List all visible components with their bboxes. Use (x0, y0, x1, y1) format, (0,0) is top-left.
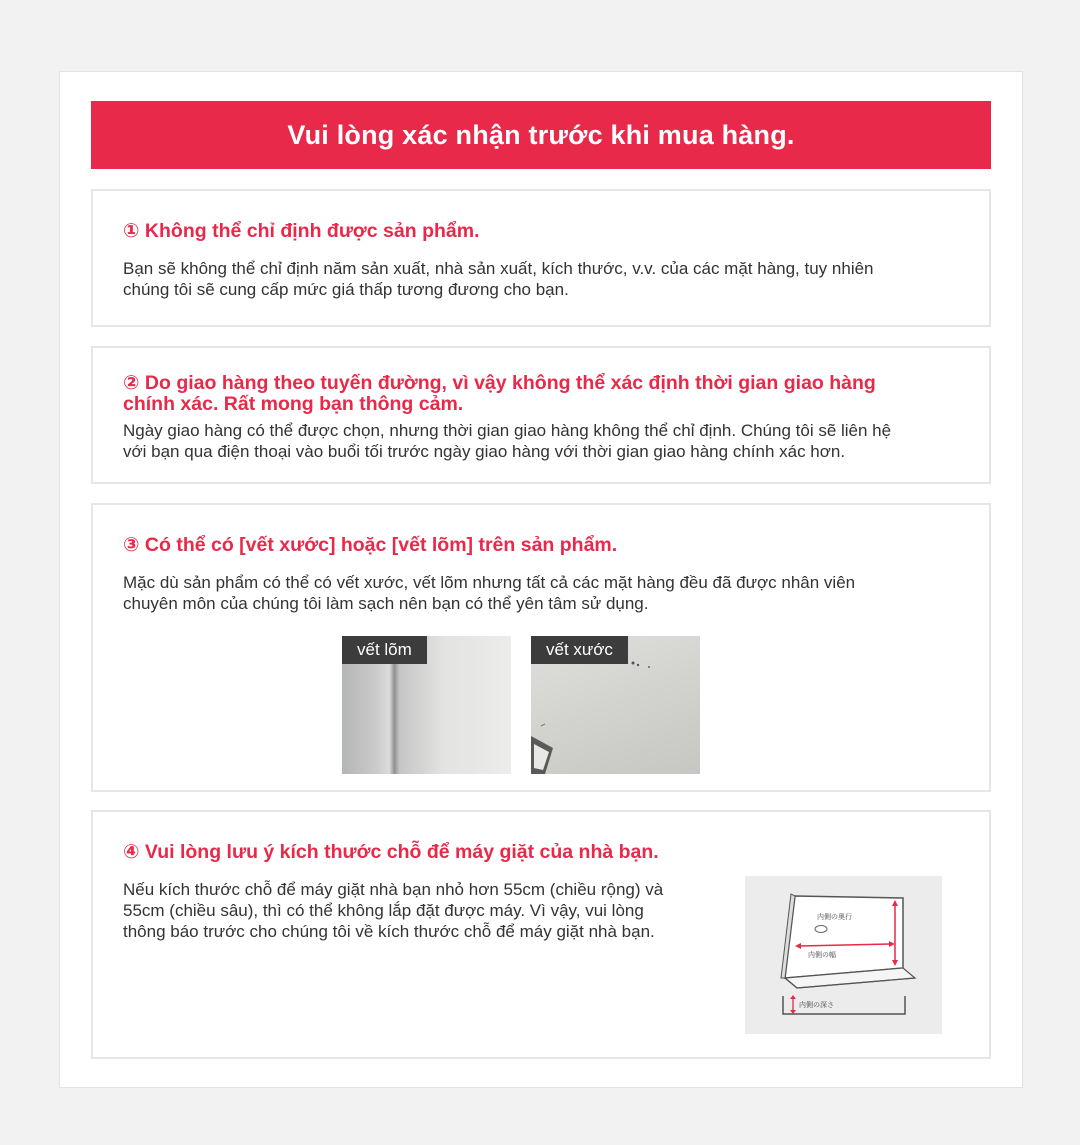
section-delivery-time (91, 346, 991, 484)
section-title: ③ Có thể có [vết xước] hoặc [vết lõm] trên sản phẩm. (123, 534, 618, 556)
section-scratches (91, 503, 991, 792)
title-line: chính xác. Rất mong bạn thông cảm. (123, 393, 464, 415)
body-line: Mặc dù sản phẩm có thể có vết xước, vết lõm nhưng tất cả các mặt hàng đều đã được nhân viên (123, 573, 856, 592)
notice-card (59, 71, 1023, 1088)
washer-pan-diagram (745, 876, 942, 1034)
depth-label: 内側の奥行 (817, 913, 852, 921)
dent-photo (342, 636, 511, 774)
photo-tag: vết lõm (342, 636, 427, 664)
height-label: 内側の深さ (799, 1001, 834, 1009)
section-body (123, 879, 723, 942)
scratch-photo (531, 636, 700, 774)
photo-tag: vết xước (531, 636, 628, 664)
body-line: Ngày giao hàng có thể được chọn, nhưng thời gian giao hàng không thể chỉ định. Chúng tôi sẽ liên hệ (123, 421, 892, 440)
body-line: chúng tôi sẽ cung cấp mức giá thấp tương đương cho bạn. (123, 280, 569, 299)
section-body (123, 420, 953, 462)
body-line: 55cm (chiều sâu), thì có thể không lắp đặt được máy. Vì vậy, vui lòng (123, 901, 644, 920)
section-title (123, 373, 943, 415)
section-body (123, 572, 953, 614)
section-title: ① Không thể chỉ định được sản phẩm. (123, 220, 480, 242)
notice-banner (91, 101, 991, 169)
scratch-marks-icon (531, 636, 700, 774)
width-label: 内側の幅 (808, 951, 836, 959)
section-body (123, 258, 953, 300)
banner-title: Vui lòng xác nhận trước khi mua hàng. (287, 119, 795, 150)
body-line: Bạn sẽ không thể chỉ định năm sản xuất, nhà sản xuất, kích thước, v.v. của các mặt hàng, tuy nhiên (123, 259, 874, 278)
body-line: thông báo trước cho chúng tôi về kích thước chỗ để máy giặt nhà bạn. (123, 922, 655, 941)
body-line: với bạn qua điện thoại vào buổi tối trước ngày giao hàng với thời gian giao hàng chính xác hơn. (123, 442, 846, 461)
section-product-spec (91, 189, 991, 327)
washer-pan-icon (745, 876, 942, 1034)
section-installation-size (91, 810, 991, 1059)
body-line: Nếu kích thước chỗ để máy giặt nhà bạn nhỏ hơn 55cm (chiều rộng) và (123, 880, 664, 899)
section-title: ④ Vui lòng lưu ý kích thước chỗ để máy giặt của nhà bạn. (123, 841, 659, 863)
body-line: chuyên môn của chúng tôi làm sạch nên bạn có thể yên tâm sử dụng. (123, 594, 649, 613)
title-line: ② Do giao hàng theo tuyến đường, vì vậy không thể xác định thời gian giao hàng (123, 372, 876, 394)
